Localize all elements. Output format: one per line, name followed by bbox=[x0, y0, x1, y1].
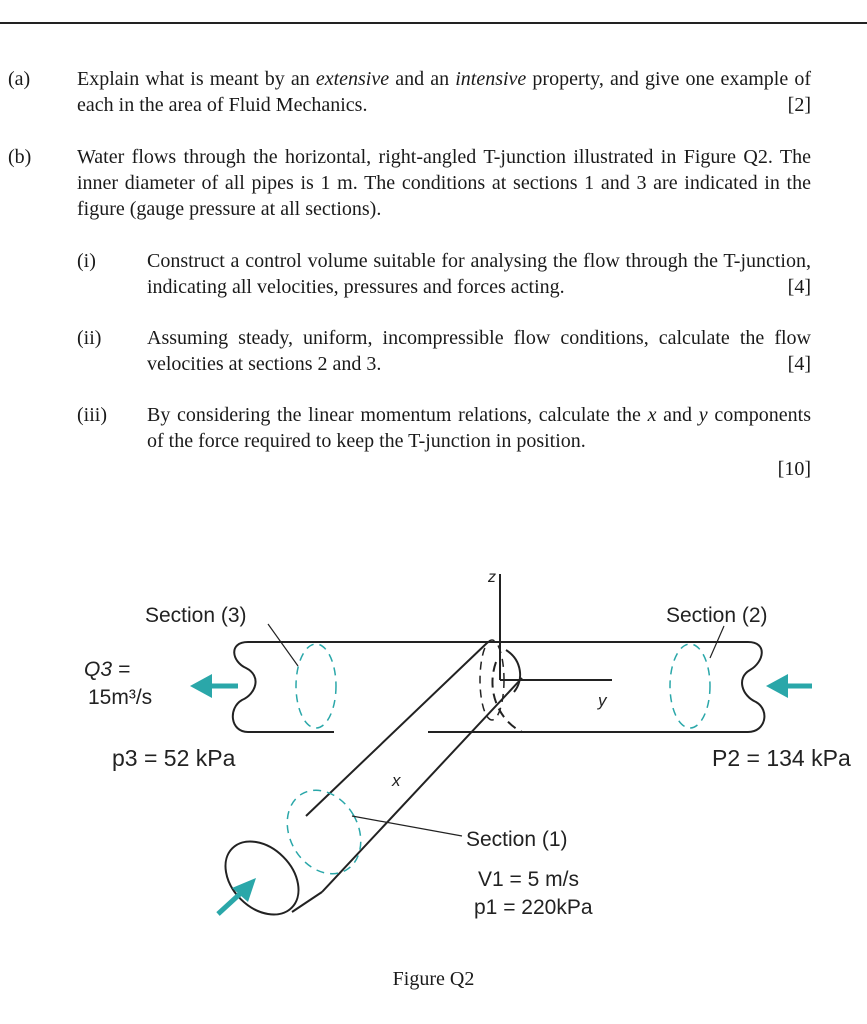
part-i-marks: [4] bbox=[780, 274, 811, 300]
question-b-label: (b) bbox=[8, 146, 32, 168]
y-axis-label: y bbox=[598, 691, 607, 710]
section-2-label: Section (2) bbox=[666, 604, 768, 627]
part-iii-text: By considering the linear momentum relations, calculate the x and y components of the force required to keep the T-junction in position. bbox=[147, 404, 811, 452]
part-i-label: (i) bbox=[77, 250, 96, 272]
question-a-marks: [2] bbox=[787, 94, 811, 116]
q3-label: Q3 = bbox=[84, 658, 131, 681]
figure-caption: Figure Q2 bbox=[392, 968, 475, 990]
section-1-label: Section (1) bbox=[466, 828, 568, 851]
inlet-arrow bbox=[218, 892, 242, 914]
section-2-ellipse bbox=[670, 644, 710, 728]
section-3-ellipse bbox=[296, 644, 336, 728]
term-intensive: intensive bbox=[455, 68, 527, 90]
z-axis-label: z bbox=[488, 569, 496, 586]
figure-q2 bbox=[0, 530, 867, 1010]
section-1-ellipse bbox=[273, 777, 376, 887]
question-b-text: Water flows through the horizontal, right-angled T-junction illustrated in Figure Q2. The inner diameter of all pipes is 1 m. The conditions at sections 1 and 3 are indicated in the figure (gauge pressure at all sections). bbox=[77, 146, 811, 220]
junction-curve bbox=[492, 662, 522, 732]
p1-label: p1 = 220kPa bbox=[474, 896, 593, 919]
x-axis-label: x bbox=[392, 771, 401, 790]
question-a-text: Explain what is meant by an extensive and an intensive property, and give one example of each in the area of Fluid Mechanics. bbox=[77, 68, 811, 116]
p3-label: p3 = 52 kPa bbox=[112, 745, 236, 771]
diag-pipe-end bbox=[211, 827, 313, 929]
part-i-text: Construct a control volume suitable for analysing the flow through the T-junction, indicating all velocities, pressures and forces acting. bbox=[147, 250, 811, 298]
part-ii-text: Assuming steady, uniform, incompressible flow conditions, calculate the flow velocities at sections 2 and 3. bbox=[147, 327, 811, 375]
part-ii-marks: [4] bbox=[787, 353, 811, 375]
part-iii-marks: [10] bbox=[777, 458, 811, 480]
q3-value: 15m³/s bbox=[88, 686, 153, 709]
v1-label: V1 = 5 m/s bbox=[478, 868, 579, 891]
section-3-label: Section (3) bbox=[145, 604, 247, 627]
question-a-label: (a) bbox=[8, 68, 31, 90]
p2-label: P2 = 134 kPa bbox=[712, 745, 851, 771]
term-extensive: extensive bbox=[315, 68, 390, 90]
part-ii-label: (ii) bbox=[77, 327, 102, 349]
pipe-right-end bbox=[742, 642, 764, 732]
junction-curve-2 bbox=[506, 650, 520, 692]
diag-pipe-lower-edge bbox=[322, 678, 522, 892]
part-iii-label: (iii) bbox=[77, 404, 107, 426]
top-rule bbox=[0, 22, 867, 24]
